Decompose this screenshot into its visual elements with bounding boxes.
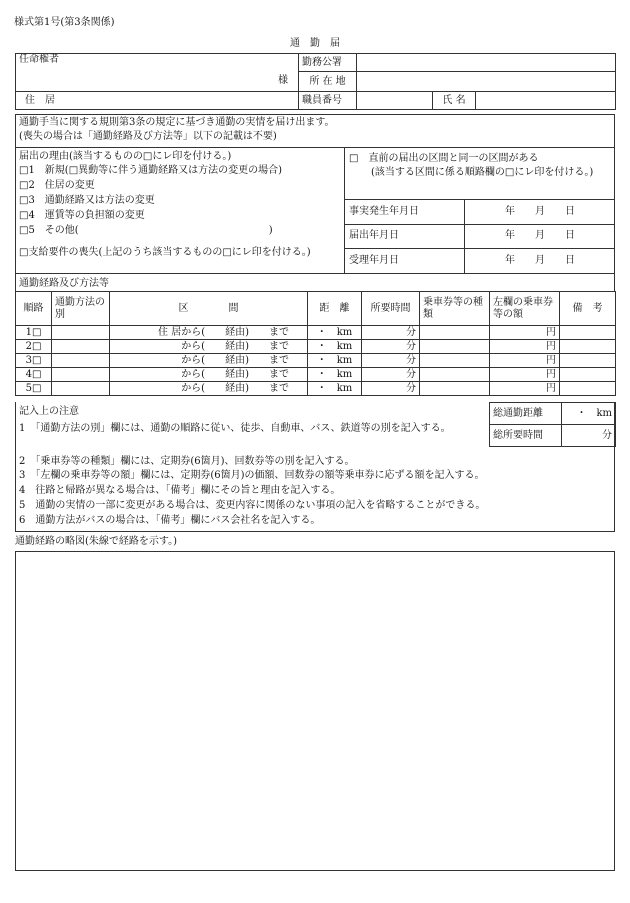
row-time[interactable]: 分 bbox=[362, 368, 420, 382]
same-route-line-2: (該当する区間に係る順路欄の□にレ印を付ける。) bbox=[371, 167, 594, 178]
col-header-order: 順路 bbox=[16, 292, 52, 326]
row-method[interactable] bbox=[52, 354, 110, 368]
col-header-section: 区 間 bbox=[110, 292, 308, 326]
row-time[interactable]: 分 bbox=[362, 382, 420, 396]
col-header-ticket-amount: 左欄の乗車券等の額 bbox=[490, 292, 560, 326]
row-distance[interactable]: ・ km bbox=[308, 354, 362, 368]
table-row bbox=[16, 368, 616, 382]
divider bbox=[15, 147, 615, 148]
table-row bbox=[16, 326, 616, 340]
row-section[interactable]: から( 経由) まで bbox=[110, 368, 308, 382]
note-2: 2 「乗車券等の種類」欄には、定期券(6箇月)、回数券等の別を記入する。 bbox=[19, 456, 355, 467]
total-time-label: 総所要時間 bbox=[490, 425, 562, 447]
staff-no-label: 職員番号 bbox=[299, 92, 357, 110]
submit-date-label: 届出年月日 bbox=[349, 230, 399, 241]
route-section-title: 通勤経路及び方法等 bbox=[19, 278, 109, 289]
office-label: 勤務公署 bbox=[299, 54, 357, 72]
row-remarks[interactable] bbox=[560, 354, 616, 368]
appointer-label: 任命権者 bbox=[19, 54, 59, 65]
col-header-method: 通勤方法の別 bbox=[52, 292, 110, 326]
staff-no-field[interactable] bbox=[357, 92, 433, 110]
row-method[interactable] bbox=[52, 326, 110, 340]
divider bbox=[614, 274, 615, 292]
divider bbox=[344, 147, 345, 274]
row-section[interactable]: から( 経由) まで bbox=[110, 354, 308, 368]
row-ticket-amount[interactable]: 円 bbox=[490, 340, 560, 354]
row-ticket-type[interactable] bbox=[420, 368, 490, 382]
receipt-date-label: 受理年月日 bbox=[349, 255, 399, 266]
row-distance[interactable]: ・ km bbox=[308, 382, 362, 396]
submit-date-field[interactable]: 年 月 日 bbox=[505, 230, 575, 241]
page-title: 通 勤 届 bbox=[290, 38, 340, 49]
note-3: 3 「左欄の乗車券等の額」欄には、定期券(6箇月)の価額、回数券の額等乗車券に応ずる額を記入する。 bbox=[19, 470, 485, 481]
address-label: 住 居 bbox=[25, 94, 55, 106]
form-number: 様式第1号(第3条関係) bbox=[14, 17, 115, 28]
address-cell[interactable] bbox=[16, 92, 299, 110]
reason-item-3[interactable]: □3 通勤経路又は方法の変更 bbox=[19, 195, 155, 206]
row-ticket-amount[interactable]: 円 bbox=[490, 368, 560, 382]
reason-item-1[interactable]: □1 新規(□異動等に伴う通勤経路又は方法の変更の場合) bbox=[19, 165, 283, 176]
reason-heading: 届出の理由(該当するものの□にレ印を付ける。) bbox=[19, 151, 232, 162]
reason-item-4[interactable]: □4 運賃等の負担額の変更 bbox=[19, 210, 145, 221]
row-remarks[interactable] bbox=[560, 326, 616, 340]
row-time[interactable]: 分 bbox=[362, 354, 420, 368]
route-table bbox=[15, 291, 616, 396]
fact-date-label: 事実発生年月日 bbox=[349, 206, 419, 217]
row-time[interactable]: 分 bbox=[362, 340, 420, 354]
note-1: 1 「通勤方法の別」欄には、通勤の順路に従い、徒歩、自動車、バス、鉄道等の別を記入する。 bbox=[19, 423, 451, 434]
row-section[interactable]: から( 経由) まで bbox=[110, 340, 308, 354]
note-4: 4 往路と帰路が異なる場合は、「備考」欄にその旨と理由を記入する。 bbox=[19, 485, 341, 496]
row-ticket-type[interactable] bbox=[420, 340, 490, 354]
row-ticket-amount[interactable]: 円 bbox=[490, 382, 560, 396]
name-field[interactable] bbox=[476, 92, 616, 110]
office-field[interactable] bbox=[357, 54, 616, 72]
table-row bbox=[16, 340, 616, 354]
location-field[interactable] bbox=[357, 72, 616, 92]
col-header-distance: 距 離 bbox=[308, 292, 362, 326]
table-row bbox=[16, 354, 616, 368]
intro-line-1: 通勤手当に関する規則第3条の規定に基づき通勤の実情を届け出ます。 bbox=[19, 117, 335, 128]
row-method[interactable] bbox=[52, 340, 110, 354]
divider bbox=[464, 199, 465, 274]
row-method[interactable] bbox=[52, 368, 110, 382]
col-header-remarks: 備 考 bbox=[560, 292, 616, 326]
total-distance-label: 総通勤距離 bbox=[490, 403, 562, 425]
col-header-ticket-type: 乗車券等の種類 bbox=[420, 292, 490, 326]
row-ticket-amount[interactable]: 円 bbox=[490, 354, 560, 368]
row-order[interactable]: 1□ bbox=[16, 326, 52, 340]
same-route-line-1[interactable]: □ 直前の届出の区間と同一の区間がある bbox=[349, 153, 539, 164]
total-time-field[interactable]: 分 bbox=[562, 425, 616, 447]
fact-date-field[interactable]: 年 月 日 bbox=[505, 206, 575, 217]
divider bbox=[344, 248, 615, 249]
row-method[interactable] bbox=[52, 382, 110, 396]
row-remarks[interactable] bbox=[560, 368, 616, 382]
col-header-time: 所要時間 bbox=[362, 292, 420, 326]
row-distance[interactable]: ・ km bbox=[308, 368, 362, 382]
appointer-cell[interactable] bbox=[16, 54, 299, 92]
totals-table bbox=[489, 402, 616, 447]
row-section[interactable]: から( 経由) まで bbox=[110, 382, 308, 396]
row-ticket-type[interactable] bbox=[420, 354, 490, 368]
header-table bbox=[15, 53, 616, 110]
reason-loss[interactable]: □支給要件の喪失(上記のうち該当するものの□にレ印を付ける。) bbox=[19, 247, 311, 258]
location-label: 所 在 地 bbox=[299, 72, 357, 92]
reason-item-5[interactable]: □5 その他( ) bbox=[19, 225, 273, 236]
row-ticket-amount[interactable]: 円 bbox=[490, 326, 560, 340]
notes-heading: 記入上の注意 bbox=[19, 406, 79, 417]
row-distance[interactable]: ・ km bbox=[308, 340, 362, 354]
row-remarks[interactable] bbox=[560, 382, 616, 396]
reason-item-2[interactable]: □2 住居の変更 bbox=[19, 180, 95, 191]
sama-label: 様 bbox=[278, 75, 288, 86]
map-title: 通勤経路の略図(朱線で経路を示す。) bbox=[15, 536, 178, 547]
row-section[interactable]: 住 居から( 経由) まで bbox=[110, 326, 308, 340]
row-order[interactable]: 3□ bbox=[16, 354, 52, 368]
row-order[interactable]: 4□ bbox=[16, 368, 52, 382]
row-distance[interactable]: ・ km bbox=[308, 326, 362, 340]
row-ticket-type[interactable] bbox=[420, 382, 490, 396]
intro-line-2: (喪失の場合は「通勤経路及び方法等」以下の記載は不要) bbox=[19, 131, 277, 142]
note-6: 6 通勤方法がバスの場合は、「備考」欄にバス会社名を記入する。 bbox=[19, 515, 321, 526]
receipt-date-field[interactable]: 年 月 日 bbox=[505, 255, 575, 266]
divider bbox=[344, 224, 615, 225]
row-order[interactable]: 5□ bbox=[16, 382, 52, 396]
divider bbox=[344, 199, 615, 200]
route-map-area[interactable] bbox=[15, 551, 615, 871]
note-5: 5 通勤の実情の一部に変更がある場合は、変更内容に関係のない事項の記入を省略することができる。 bbox=[19, 500, 486, 511]
total-distance-field[interactable]: ・ km bbox=[562, 403, 616, 425]
row-order[interactable]: 2□ bbox=[16, 340, 52, 354]
row-ticket-type[interactable] bbox=[420, 326, 490, 340]
row-remarks[interactable] bbox=[560, 340, 616, 354]
divider bbox=[15, 274, 16, 292]
row-time[interactable]: 分 bbox=[362, 326, 420, 340]
table-row bbox=[16, 382, 616, 396]
name-label: 氏 名 bbox=[433, 92, 476, 110]
